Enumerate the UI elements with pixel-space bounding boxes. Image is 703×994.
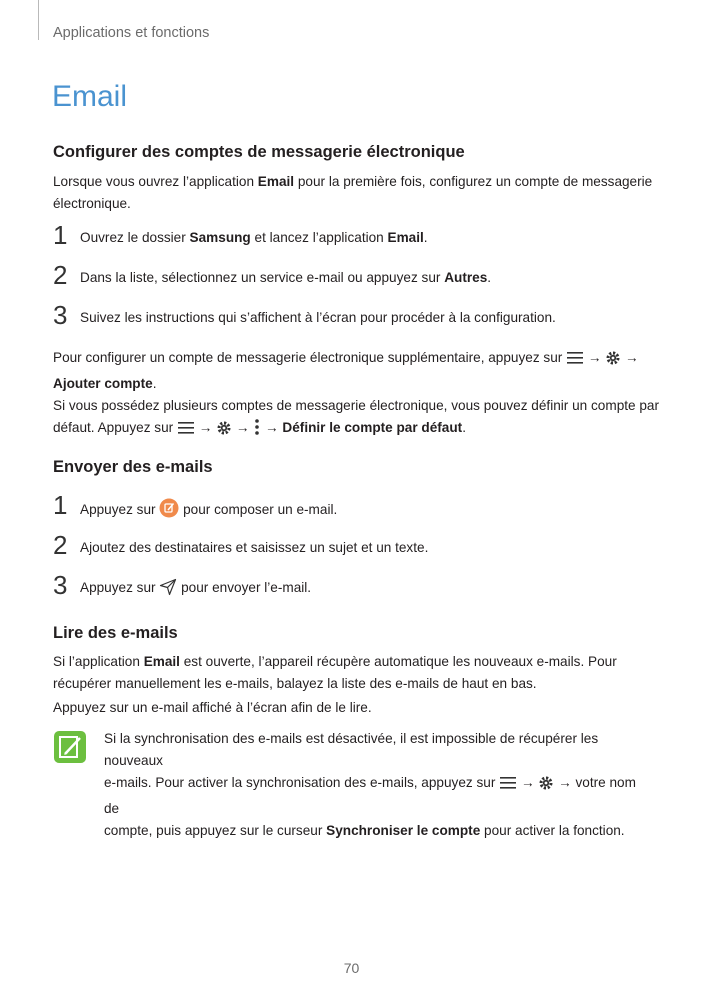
section-heading-send: Envoyer des e-mails (53, 458, 213, 476)
step-number: 2 (53, 530, 68, 560)
page-header: Applications et fonctions (53, 25, 210, 41)
compose-icon (159, 498, 179, 524)
read-paragraph-1: Si l’application Email est ouverte, l’appareil récupère automatique les nouveaux e-mails. Pour récupérer manuellement les e-mails, balayez la liste des e-mails de haut en bas. (53, 654, 617, 691)
note-text: Si la synchronisation des e-mails est désactivée, il est impossible de récupérer les nouveaux e-mails. Pour activer la synchronisation des e-mails, appuyez sur → → votre nom de compte, puis appuyez sur le curseur Synchroniser le compte pour activer la fonction. (104, 731, 636, 838)
section-heading-read: Lire des e-mails (53, 624, 178, 642)
menu-icon (566, 350, 584, 373)
page-title: Email (52, 80, 128, 113)
gear-icon (216, 420, 232, 443)
send-icon (159, 578, 177, 602)
step-number: 1 (53, 220, 68, 250)
configure-default: Si vous possédez plusieurs comptes de messagerie électronique, vous pouvez définir un compte par défaut. Appuyez sur → → → Définir le compte par défaut. (53, 395, 663, 443)
margin-line (38, 0, 39, 40)
page-number: 70 (343, 960, 360, 976)
step-number: 2 (53, 260, 68, 290)
gear-icon (605, 350, 621, 373)
section-heading-configure: Configurer des comptes de messagerie électronique (53, 143, 465, 161)
configure-intro: Lorsque vous ouvrez l’application Email pour la première fois, configurez un compte de messagerie électronique. (53, 174, 653, 211)
read-paragraph-2: Appuyez sur un e-mail affiché à l’écran afin de le lire. (53, 700, 372, 715)
step-number: 3 (53, 300, 68, 330)
step-number: 3 (53, 570, 68, 600)
menu-icon (177, 420, 195, 443)
note-icon (53, 730, 87, 764)
gear-icon (538, 775, 554, 798)
more-vertical-icon (253, 418, 261, 443)
menu-icon (499, 775, 517, 798)
configure-extra: Pour configurer un compte de messagerie électronique supplémentaire, appuyez sur → → Ajouter compte. (53, 350, 639, 391)
step-number: 1 (53, 490, 68, 520)
